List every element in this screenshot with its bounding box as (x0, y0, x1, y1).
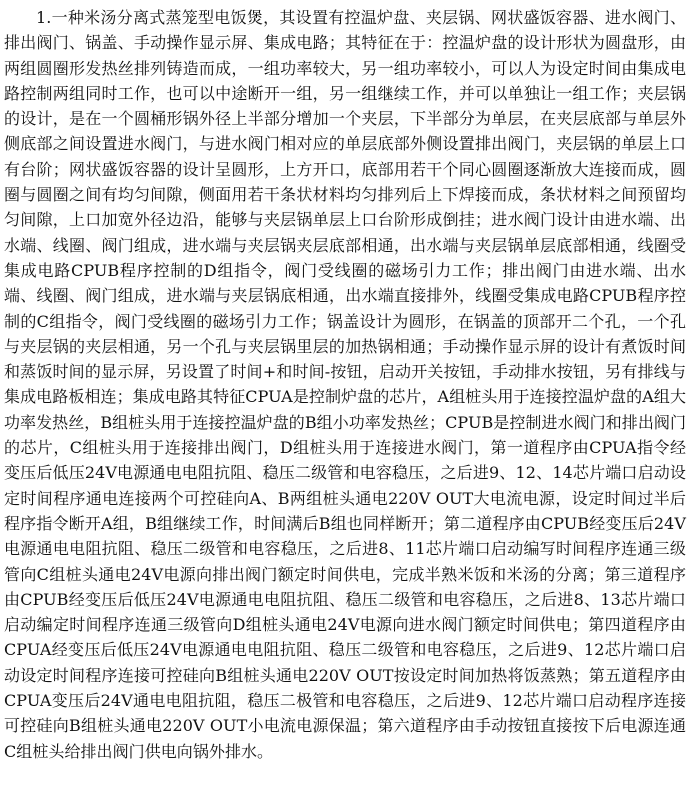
claim-paragraph: 1.一种米汤分离式蒸笼型电饭煲，其设置有控温炉盘、夹层锅、网状盛饭容器、进水阀门、排出阀门、锅盖、手动操作显示屏、集成电路；其特征在于：控温炉盘的设计形状为圆盘形，由两组圆圈形发热丝排列铸造而成，一组功率较大，另一组功率较小，可以人为设定时间由集成电路控制两组同时工作，也可以中途断开一组，另一组继续工作，并可以单独让一组工作；夹层锅的设计，是在一个圆桶形锅外径上半部分增加一个夹层，下半部分为单层，在夹层底部与单层外侧底部之间设置进水阀门，与进水阀门相对应的单层底部外侧设置排出阀门，夹层锅的单层上口有台阶；网状盛饭容器的设计呈圆形，上方开口，底部用若干个同心圆圈逐渐放大连接而成，圆圈与圆圈之间有均匀间隙，侧面用若干条状材料均匀排列后上下焊接而成，条状材料之间预留均匀间隙，上口加宽外径边沿，能够与夹层锅单层上口台阶形成倒挂；进水阀门设计由进水端、出水端、线圈、阀门组成，进水端与夹层锅夹层底部相通，出水端与夹层锅单层底部相通，线圈受集成电路CPUB程序控制的D组指令，阀门受线圈的磁场引力工作；排出阀门由进水端、出水端、线圈、阀门组成，进水端与夹层锅底相通，出水端直接排外，线圈受集成电路CPUB程序控制的C组指令，阀门受线圈的磁场引力工作；锅盖设计为圆形，在锅盖的顶部开二个孔，一个孔与夹层锅的夹层相通，另一个孔与夹层锅里层的加热锅相通；手动操作显示屏的设计有煮饭时间和蒸饭时间的显示屏，另设置了时间+和时间-按钮，启动开关按钮，手动排水按钮，另有排线与集成电路板相连；集成电路其特征CPUA是控制炉盘的芯片，A组桩头用于连接控温炉盘的A组大功率发热丝，B组桩头用于连接控温炉盘的B组小功率发热丝；CPUB是控制进水阀门和排出阀门的芯片，C组桩头用于连接排出阀门，D组桩头用于连接进水阀门，第一道程序由CPUA指令经变压后低压24V电源通电电阻抗阻、稳压二级管和电容稳压，之后进9、12、14芯片端口启动设定时间程序通电连接两个可控硅向A、B两组桩头通电220V OUT大电流电源，设定时间过半后程序指令断开A组，B组继续工作，时间满后B组也同样断开；第二道程序由CPUB经变压后24V电源通电电阻抗阻、稳压二级管和电容稳压，之后进8、11芯片端口启动编写时间程序连通三级管向C组桩头通电24V电源向排出阀门额定时间供电，完成半熟米饭和米汤的分离；第三道程序由CPUB经变压后低压24V电源通电电阻抗阻、稳压二级管和电容稳压，之后进8、13芯片端口启动编定时间程序连通三级管向D组桩头通电24V电源向进水阀门额定时间供电；第四道程序由CPUA经变压后低压24V电源通电电阻抗阻、稳压二级管和电容稳压，之后进9、12芯片端口启动设定时间程序连接可控硅向B组桩头通电220V OUT按设定时间加热将饭蒸熟；第五道程序由CPUA变压后24V通电电阻抗阻，稳压二极管和电容稳压，之后进9、12芯片端口启动程序连接可控硅向B组桩头通电220V OUT小电流电源保温；第六道程序由手动按钮直接按下后电源连通C组桩头给排出阀门供电向锅外排水。 (4, 8, 686, 761)
